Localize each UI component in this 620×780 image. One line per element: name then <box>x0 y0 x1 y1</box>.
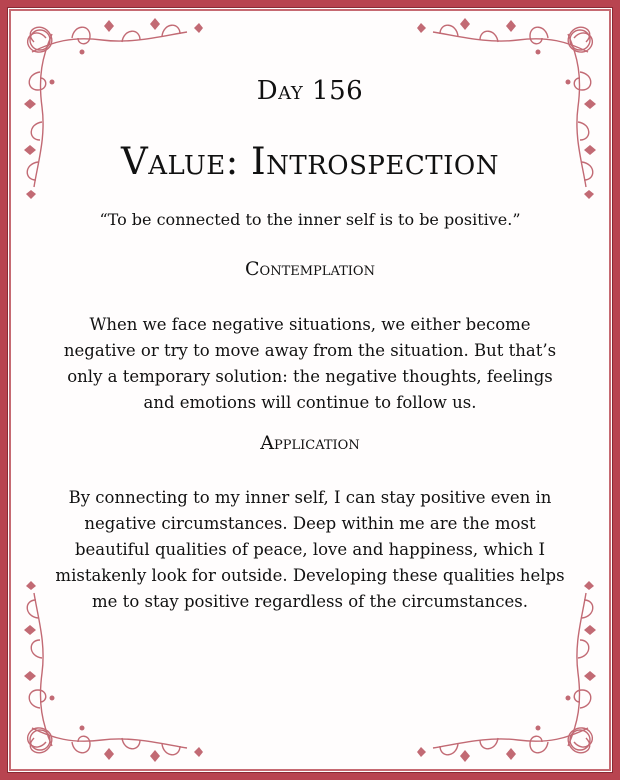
quote-text: “To be connected to the inner self is to be positive.” <box>99 210 521 229</box>
contemplation-heading: Contemplation <box>245 258 375 280</box>
value-title: Value: Introspection <box>121 140 499 183</box>
application-paragraph: By connecting to my inner self, I can stay positive even in negative circumstances. Deep within me are the most beautiful qualities of peace, love and happiness, which I mistakenly look for outside. Developing these qualities helps me to stay positive regardless of the circumstances. <box>55 488 565 611</box>
application-heading: Application <box>260 432 360 454</box>
contemplation-paragraph: When we face negative situations, we either become negative or try to move away from the situation. But that’s only a temporary solution: the negative thoughts, feelings and emotions will continue to follow us. <box>63 315 557 412</box>
day-heading: Day 156 <box>256 76 364 106</box>
